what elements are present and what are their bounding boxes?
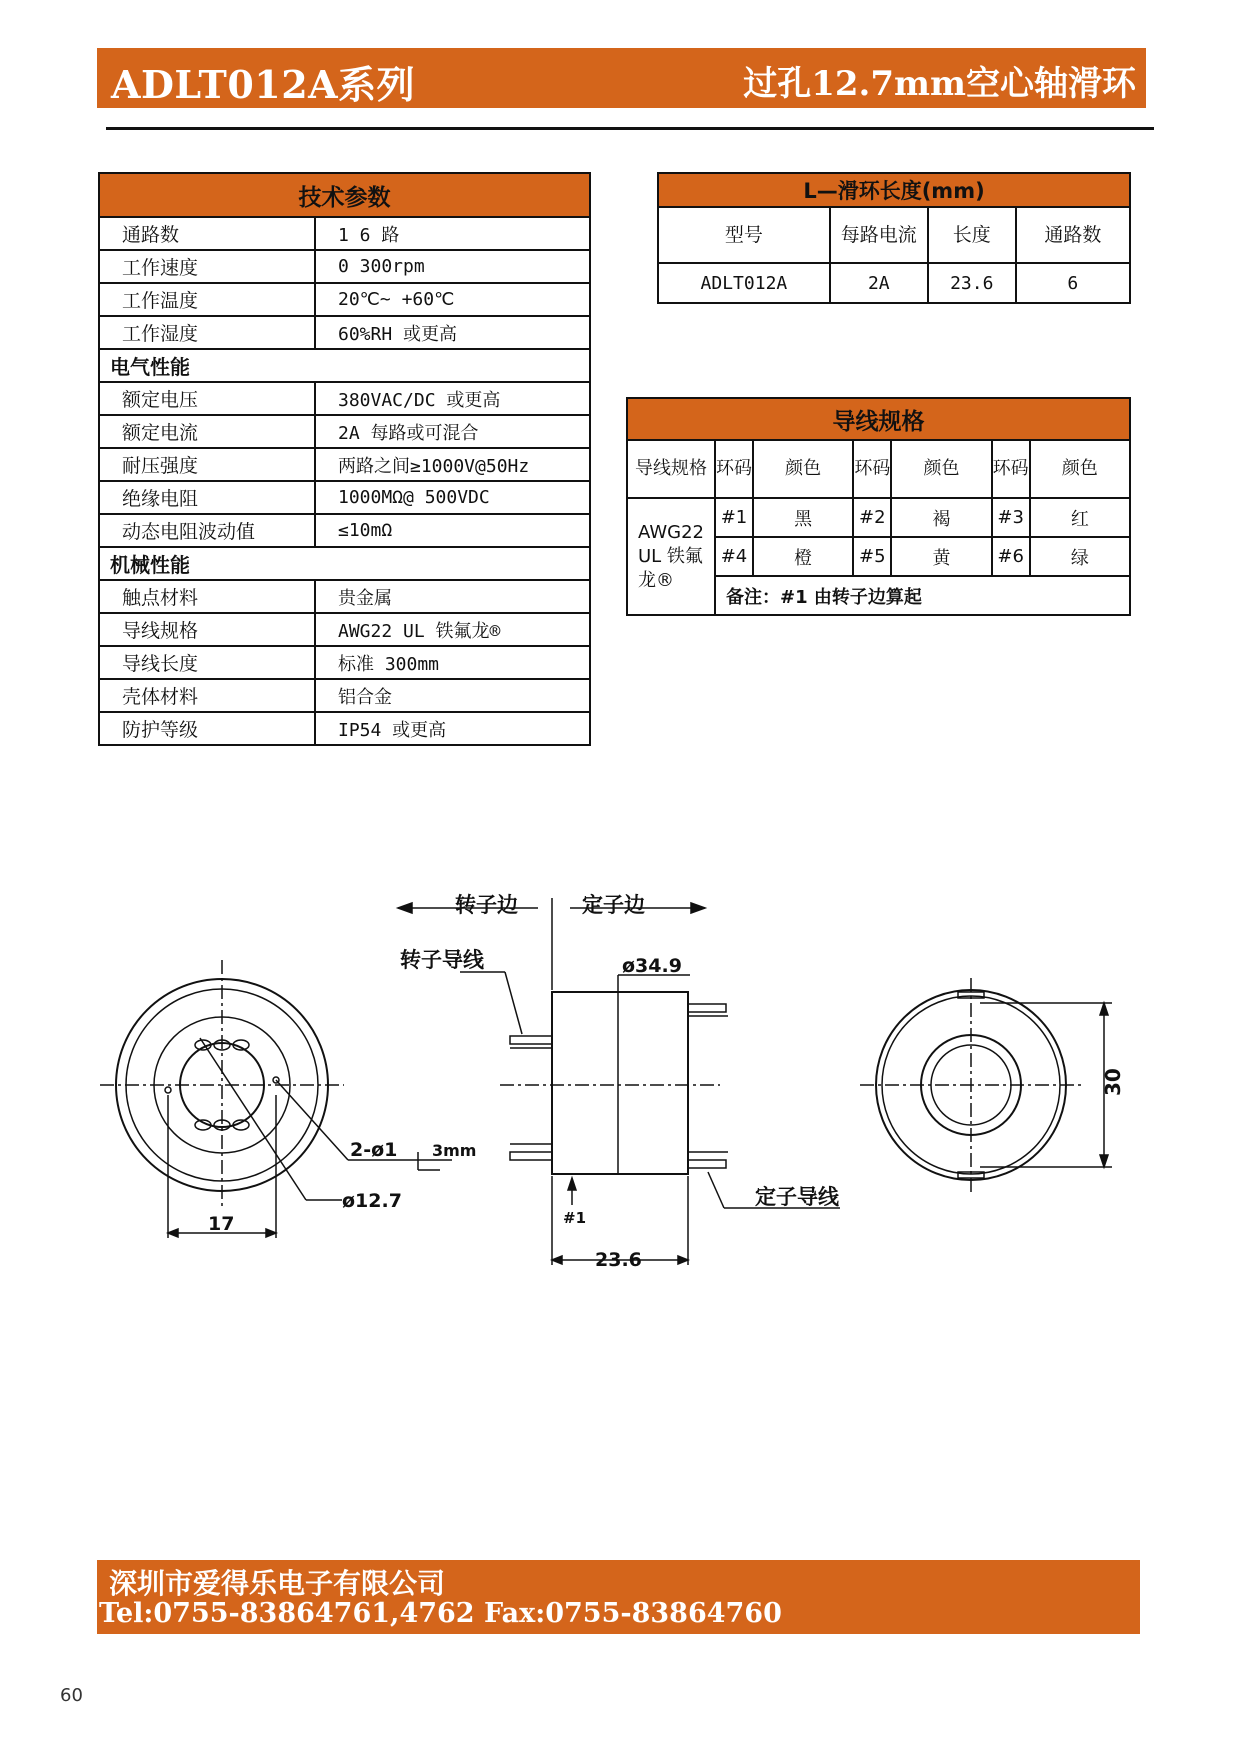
ring-code: #4 xyxy=(715,537,753,576)
table-row xyxy=(99,448,590,481)
param-value: 380VAC/DC 或更高 xyxy=(315,382,590,415)
cell-model: ADLT012A xyxy=(658,263,830,303)
rotor-side-label: 转子边 xyxy=(455,893,518,917)
header-subtitle: 过孔12.7mm空心轴滑环 xyxy=(743,64,1136,104)
column-header: 每路电流 xyxy=(830,207,928,263)
table-row xyxy=(99,514,590,547)
table-row xyxy=(99,250,590,283)
param-value: 1 6 路 xyxy=(315,217,590,250)
electrical-section-title: 电气性能 xyxy=(99,349,590,382)
table-row xyxy=(99,217,590,250)
dim-17-label: 17 xyxy=(208,1213,235,1235)
ring-code: #5 xyxy=(853,537,891,576)
column-header: 通路数 xyxy=(1016,207,1130,263)
table-row xyxy=(99,580,590,613)
table-row xyxy=(99,679,590,712)
holes-label: 2-ø1 xyxy=(350,1139,398,1161)
length-table-title: L—滑环长度(mm) xyxy=(658,173,1130,207)
column-header: 颜色 xyxy=(1030,440,1130,498)
wire-color: 绿 xyxy=(1030,537,1130,576)
rotor-wire-label: 转子导线 xyxy=(400,948,484,972)
length-dim-label: 23.6 xyxy=(595,1249,642,1271)
param-value: 标准 300mm xyxy=(315,646,590,679)
param-value: 2A 每路或可混合 xyxy=(315,415,590,448)
table-row xyxy=(99,415,590,448)
series-title: ADLT012A系列 xyxy=(111,62,416,107)
param-value: AWG22 UL 铁氟龙® xyxy=(315,613,590,646)
ring-code: #3 xyxy=(992,498,1030,537)
contact-line: Tel:0755-83864761,4762 Fax:0755-83864760 xyxy=(99,1598,782,1629)
header-rule xyxy=(106,127,1154,130)
cell-current: 2A xyxy=(830,263,928,303)
param-value: 两路之间≥1000V@50Hz xyxy=(315,448,590,481)
table-row xyxy=(99,712,590,745)
table-row xyxy=(627,498,1130,537)
param-label: 工作速度 xyxy=(99,250,315,283)
ring-code: #1 xyxy=(715,498,753,537)
table-row xyxy=(99,316,590,349)
param-label: 额定电流 xyxy=(99,415,315,448)
param-value: 1000MΩ@ 500VDC xyxy=(315,481,590,514)
param-value: 贵金属 xyxy=(315,580,590,613)
param-value: 20℃~ +60℃ xyxy=(315,283,590,316)
table-row xyxy=(99,613,590,646)
param-label: 工作温度 xyxy=(99,283,315,316)
table-row xyxy=(99,283,590,316)
length-table xyxy=(657,172,1131,304)
param-value: ≤10mΩ xyxy=(315,514,590,547)
column-header: 颜色 xyxy=(891,440,991,498)
table-row xyxy=(99,382,590,415)
param-value: 60%RH 或更高 xyxy=(315,316,590,349)
wire-table-title: 导线规格 xyxy=(627,398,1130,440)
table-row xyxy=(658,263,1130,303)
cell-length: 23.6 xyxy=(928,263,1016,303)
bore-dia-label: ø12.7 xyxy=(342,1190,402,1212)
param-label: 工作湿度 xyxy=(99,316,315,349)
column-header: 长度 xyxy=(928,207,1016,263)
header-band xyxy=(97,48,1146,108)
tech-params-table xyxy=(98,172,591,746)
param-label: 绝缘电阻 xyxy=(99,481,315,514)
stator-side-label: 定子边 xyxy=(582,893,645,917)
wire-color: 橙 xyxy=(753,537,853,576)
column-header: 导线规格 xyxy=(627,440,715,498)
table-row xyxy=(99,481,590,514)
param-value: 0 300rpm xyxy=(315,250,590,283)
technical-drawing xyxy=(100,860,1140,1300)
param-label: 触点材料 xyxy=(99,580,315,613)
ring1-label: #1 xyxy=(563,1209,587,1227)
outer-dia-label: ø34.9 xyxy=(622,955,682,977)
mechanical-section-title: 机械性能 xyxy=(99,547,590,580)
wire-color: 红 xyxy=(1030,498,1130,537)
param-label: 导线长度 xyxy=(99,646,315,679)
company-name: 深圳市爱得乐电子有限公司 xyxy=(109,1567,446,1600)
footer-band xyxy=(97,1560,1140,1634)
param-value: IP54 或更高 xyxy=(315,712,590,745)
wire-spec-table xyxy=(626,397,1131,616)
ring-code: #6 xyxy=(992,537,1030,576)
column-header: 环码 xyxy=(992,440,1030,498)
column-header: 型号 xyxy=(658,207,830,263)
column-header: 颜色 xyxy=(753,440,853,498)
tech-params-title: 技术参数 xyxy=(99,173,590,217)
wire-color: 褐 xyxy=(891,498,991,537)
param-label: 通路数 xyxy=(99,217,315,250)
param-value: 铝合金 xyxy=(315,679,590,712)
page-number: 60 xyxy=(60,1685,83,1706)
param-label: 额定电压 xyxy=(99,382,315,415)
depth-label: 3mm xyxy=(432,1141,477,1160)
table-row xyxy=(99,646,590,679)
param-label: 防护等级 xyxy=(99,712,315,745)
rear-view xyxy=(860,978,1112,1192)
wire-note: 备注：#1 由转子边算起 xyxy=(715,576,1130,615)
cell-channels: 6 xyxy=(1016,263,1130,303)
param-label: 动态电阻波动值 xyxy=(99,514,315,547)
stator-wire-label: 定子导线 xyxy=(755,1185,839,1209)
dim-30-label: 30 xyxy=(1101,1068,1125,1096)
wire-awg-cell: AWG22 UL 铁氟龙® xyxy=(627,498,715,615)
param-label: 耐压强度 xyxy=(99,448,315,481)
column-header: 环码 xyxy=(715,440,753,498)
param-label: 壳体材料 xyxy=(99,679,315,712)
wire-color: 黑 xyxy=(753,498,853,537)
ring-code: #2 xyxy=(853,498,891,537)
wire-color: 黄 xyxy=(891,537,991,576)
column-header: 环码 xyxy=(853,440,891,498)
param-label: 导线规格 xyxy=(99,613,315,646)
